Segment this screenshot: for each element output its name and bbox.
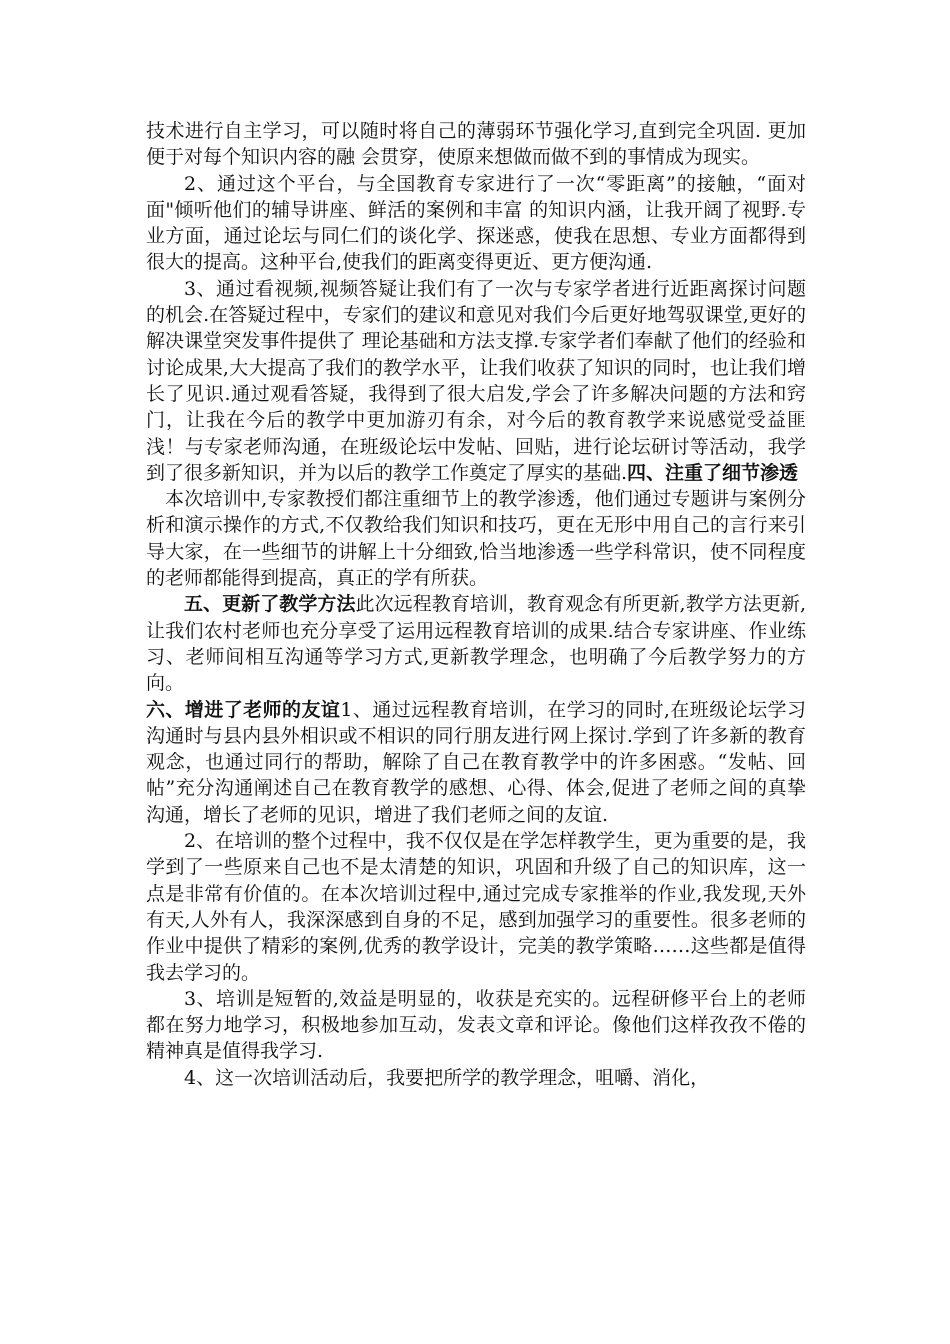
paragraph-text: 3、培训是短暂的,效益是明显的，收获是充实的。远程研修平台上的老师都在努力地学习，积极地参加互动，发表文章和评论。像他们这样孜孜不倦的精神真是值得我学习. [146, 987, 806, 1063]
paragraph-knowledge [146, 828, 806, 986]
paragraph-text: 1、通过远程教育培训，在学习的同时,在班级论坛学习沟通时与县内县外相识或不相识的同行朋友进行网上探讨.学到了许多新的教育观念，也通过同行的帮助，解除了自己在教育教学中的许多困惑。“发帖、回帖”充分沟通阐述自己在教育教学的感想、心得、体会,促进了老师之间的真挚沟通，增长了老师的见识，增进了我们老师之间的友谊. [146, 698, 806, 826]
paragraph-self-study [146, 118, 806, 171]
paragraph-short-training [146, 986, 806, 1065]
document-body [146, 118, 806, 1091]
paragraph-text: 技术进行自主学习，可以随时将自己的薄弱环节强化学习,直到完全巩固. 更加便于对每个知识内容的融 会贯穿，使原来想做而做不到的事情成为现实。 [146, 120, 806, 169]
paragraph-friendship [146, 697, 806, 828]
paragraph-details [146, 486, 806, 591]
section-heading-methods: 五、更新了教学方法 [184, 593, 356, 616]
paragraph-text: 2、通过这个平台，与全国教育专家进行了一次“零距离”的接触，“面对面"倾听他们的辅导讲座、鲜活的案例和丰富 的知识内涵，让我开阔了视野.专业方面，通过论坛与同仁们的谈化学、探迷惑，使我在思想、专业方面都得到很大的提高。这种平台,使我们的距离变得更近、更方便沟通. [146, 172, 806, 274]
paragraph-text: 本次培训中,专家教授们都注重细节上的教学渗透，他们通过专题讲与案例分析和演示操作的方式,不仅教给我们知识和技巧，更在无形中用自己的言行来引导大家，在一些细节的讲解上十分细致,恰当地渗透一些学科常识，使不同程度的老师都能得到提高，真正的学有所获。 [146, 488, 806, 590]
paragraph-teaching-methods [146, 591, 806, 696]
paragraph-video-qa [146, 276, 806, 486]
section-heading-friendship: 六、增进了老师的友谊 [146, 698, 341, 721]
paragraph-text: 2、在培训的整个过程中，我不仅仅是在学怎样教学生，更为重要的是，我学到了一些原来自己也不是太清楚的知识，巩固和升级了自己的知识库，这一点是非常有价值的。在本次培训过程中,通过完成专家推举的作业,我发现,天外有天,人外有人，我深深感到自身的不足，感到加强学习的重要性。很多老师的作业中提供了精彩的案例,优秀的教学设计，完美的教学策略……这些都是值得我去学习的。 [146, 830, 806, 984]
paragraph-text: 此次远程教育培训，教育观念有所更新,教学方法更新,让我们农村老师也充分享受了运用远程教育培训的成果.结合专家讲座、作业练习、老师间相互沟通等学习方式,更新教学理念，也明确了今后教学努力的方向。 [146, 593, 806, 695]
paragraph-text: 4、这一次培训活动后，我要把所学的教学理念，咀嚼、消化， [184, 1066, 710, 1089]
paragraph-text: 3、通过看视频,视频答疑让我们有了一次与专家学者进行近距离探讨问题的机会.在答疑过程中，专家们的建议和意见对我们今后更好地驾驭课堂,更好的解决课堂突发事件提供了 理论基础和方法支撑.专家学者们奉献了他们的经验和讨论成果,大大提高了我们的教学水平，让我们收获了知识的同时，也让我们增长了见识.通过观看答疑，我得到了很大启发,学会了许多解决问题的方法和窍门，让我在今后的教学中更加游刃有余，对今后的教育教学来说感觉受益匪浅！与专家老师沟通，在班级论坛中发帖、回贴，进行论坛研讨等活动，我学到了很多新知识，并为以后的教学工作奠定了厚实的基础. [146, 277, 806, 484]
paragraph-after-training [146, 1065, 806, 1091]
section-heading-details: 四、注重了细节渗透 [627, 461, 799, 484]
paragraph-expert-contact [146, 171, 806, 276]
